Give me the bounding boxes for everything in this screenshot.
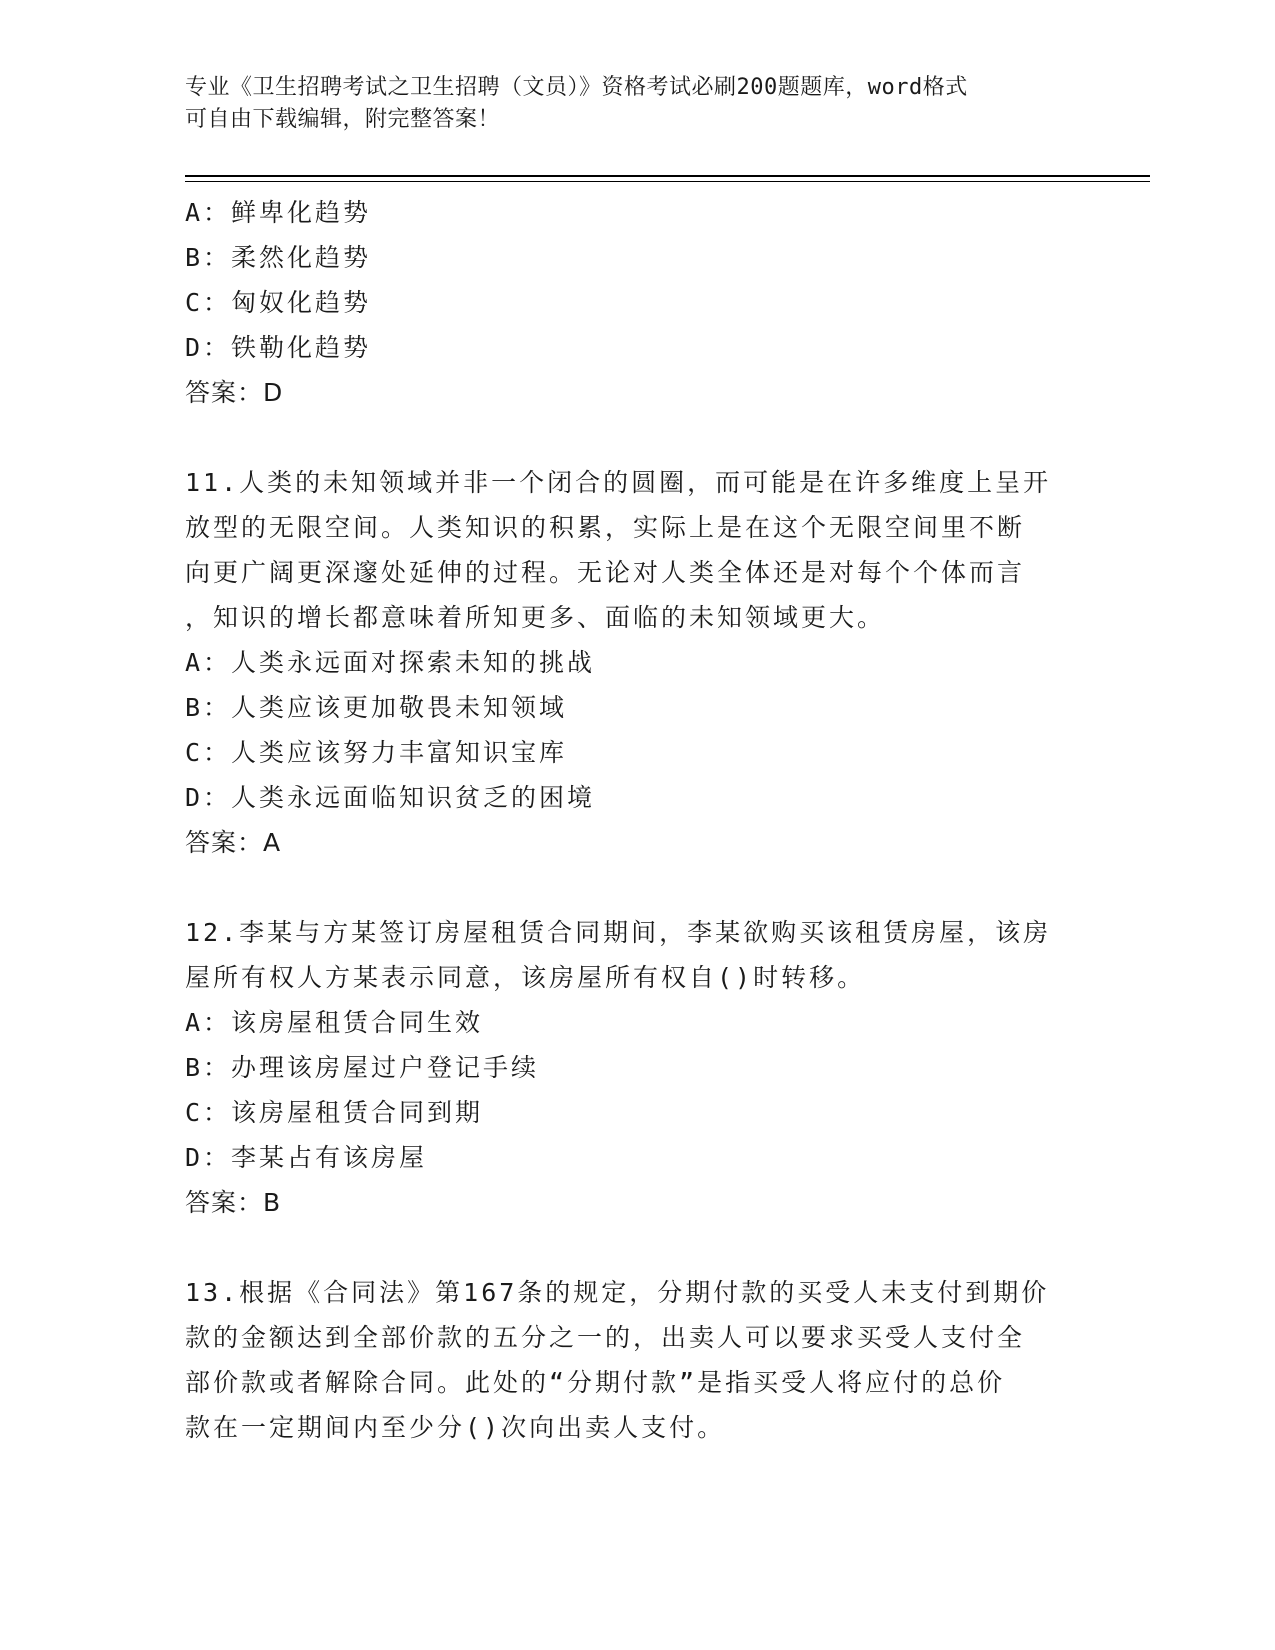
question-12 <box>185 910 1075 1225</box>
option-a: A：鲜卑化趋势 <box>185 198 372 227</box>
header-line-1: 专业《卫生招聘考试之卫生招聘（文员）》资格考试必刷200题题库，word格式 <box>185 75 968 100</box>
question-text-line: 13.根据《合同法》第167条的规定，分期付款的买受人未支付到期价 <box>185 1278 1050 1307</box>
question-text-line: 放型的无限空间。人类知识的积累，实际上是在这个无限空间里不断 <box>185 513 1026 542</box>
document-header <box>185 72 1085 136</box>
question-content <box>185 190 1075 1450</box>
header-divider-thick <box>185 175 1150 177</box>
question-text-line: 向更广阔更深邃处延伸的过程。无论对人类全体还是对每个个体而言 <box>185 558 1026 587</box>
option-b: B：人类应该更加敬畏未知领域 <box>185 693 568 722</box>
question-text-line: 12.李某与方某签订房屋租赁合同期间，李某欲购买该租赁房屋，该房 <box>185 918 1052 947</box>
question-text-line: 屋所有权人方某表示同意，该房屋所有权自()时转移。 <box>185 963 866 992</box>
question-10-continued <box>185 190 1075 415</box>
question-text-line: ，知识的增长都意味着所知更多、面临的未知领域更大。 <box>185 603 886 632</box>
question-text-line: 部价款或者解除合同。此处的“分期付款”是指买受人将应付的总价 <box>185 1368 1006 1397</box>
question-13 <box>185 1270 1075 1450</box>
spacer <box>185 865 1075 910</box>
option-c: C：该房屋租赁合同到期 <box>185 1098 484 1127</box>
header-divider-thin <box>185 181 1150 182</box>
answer-line: 答案：D <box>185 378 284 407</box>
option-d: D：铁勒化趋势 <box>185 333 372 362</box>
option-c: C：匈奴化趋势 <box>185 288 372 317</box>
option-d: D：李某占有该房屋 <box>185 1143 428 1172</box>
question-11 <box>185 460 1075 865</box>
question-text-line: 款的金额达到全部价款的五分之一的，出卖人可以要求买受人支付全 <box>185 1323 1026 1352</box>
spacer <box>185 1225 1075 1270</box>
answer-line: 答案：B <box>185 1188 282 1217</box>
question-text-line: 款在一定期间内至少分()次向出卖人支付。 <box>185 1413 726 1442</box>
option-c: C：人类应该努力丰富知识宝库 <box>185 738 568 767</box>
option-b: B：办理该房屋过户登记手续 <box>185 1053 540 1082</box>
answer-line: 答案：A <box>185 828 282 857</box>
header-line-2: 可自由下载编辑，附完整答案！ <box>185 107 501 132</box>
option-a: A：人类永远面对探索未知的挑战 <box>185 648 596 677</box>
question-text-line: 11.人类的未知领域并非一个闭合的圆圈，而可能是在许多维度上呈开 <box>185 468 1052 497</box>
option-b: B：柔然化趋势 <box>185 243 372 272</box>
option-a: A：该房屋租赁合同生效 <box>185 1008 484 1037</box>
option-d: D：人类永远面临知识贫乏的困境 <box>185 783 596 812</box>
spacer <box>185 415 1075 460</box>
